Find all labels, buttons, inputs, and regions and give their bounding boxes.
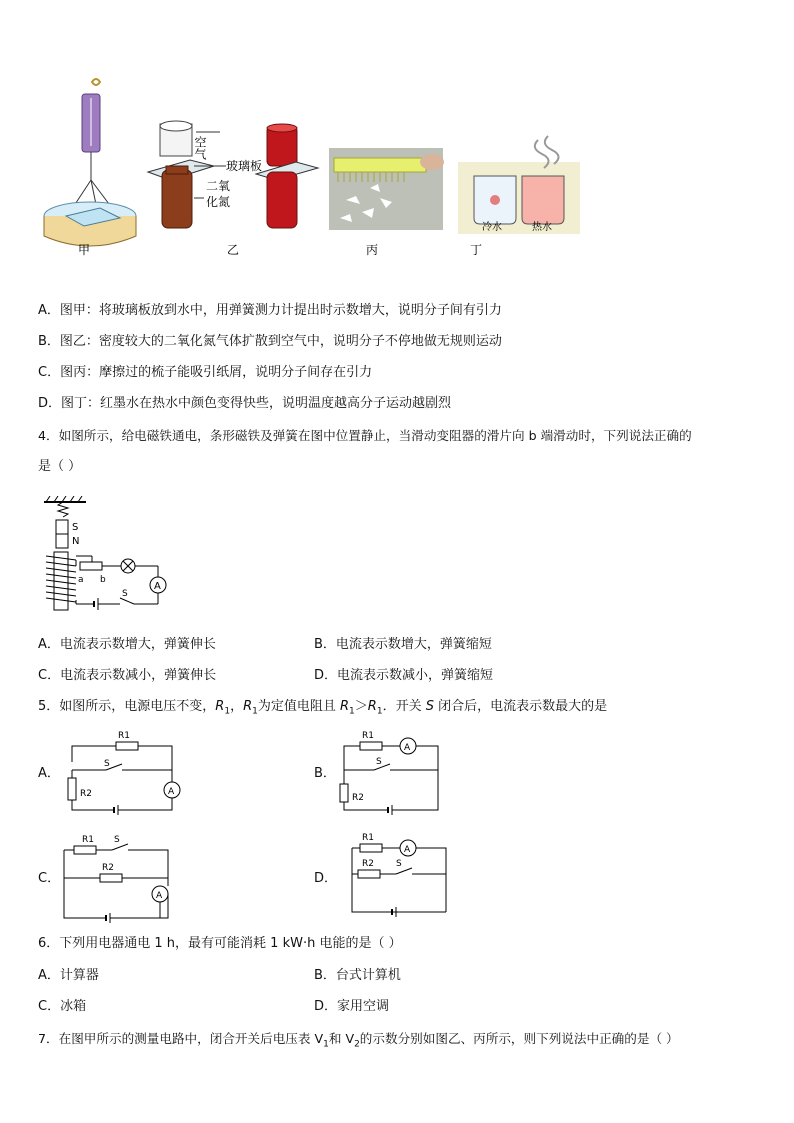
q7-stem-part: 7．在图甲所示的测量电路中，闭合开关后电压表 V: [38, 1031, 324, 1046]
q5-option-a-letter: A．: [38, 766, 60, 781]
r1-label: R1: [362, 833, 374, 843]
q4-circuit-figure: [36, 496, 186, 616]
svg-text:S: S: [72, 522, 79, 533]
q3-option-a: A．图甲：将玻璃板放到水中，用弹簧测力计提出时示数增大，说明分子间有引力: [38, 303, 502, 318]
r1-sub: 1: [349, 706, 355, 717]
svg-text:a: a: [78, 575, 84, 585]
label-no2: 二氧化氮: [206, 179, 231, 209]
label-hot-water: 热水: [532, 222, 552, 233]
r2-label: R2: [80, 789, 92, 799]
q5-option-b-letter: B．: [314, 766, 336, 781]
q3-option-c: C．图丙：摩擦过的梳子能吸引纸屑，说明分子间存在引力: [38, 365, 373, 380]
q5-option-c-letter: C．: [38, 871, 61, 886]
r2-label: R2: [362, 859, 374, 869]
r2-label: R2: [352, 793, 364, 803]
q4-option-a: A．电流表示数增大，弹簧伸长: [38, 637, 216, 652]
r1-sub: 1: [252, 706, 258, 717]
figure-bing-comb: [329, 148, 444, 230]
figure-label-ding: 丁: [470, 243, 483, 257]
label-glass: 玻璃板: [226, 159, 263, 173]
figure-label-bing: 丙: [366, 243, 379, 257]
q3-option-d: D．图丁：红墨水在热水中颜色变得快些，说明温度越高分子运动越剧烈: [38, 396, 452, 411]
switch-label: S: [376, 757, 382, 767]
figure-yi-red-jars: [256, 124, 318, 228]
ammeter-label: A: [404, 743, 411, 753]
figure-label-yi: 乙: [227, 243, 240, 257]
q5-stem: [38, 698, 607, 721]
figure-ding-beakers: [458, 136, 580, 234]
q4-stem-line2: 是（ ）: [38, 459, 82, 474]
r1-symbol: R: [340, 699, 350, 714]
r2-label: R2: [102, 863, 114, 873]
q5-stem-part: 5．如图所示，电源电压不变，: [38, 699, 216, 714]
q7-stem: [38, 1030, 679, 1054]
v1-sub: 1: [323, 1039, 329, 1050]
svg-text:A: A: [154, 581, 161, 592]
q4-option-d: D．电流表示数减小，弹簧缩短: [314, 668, 494, 683]
r1-symbol: R: [367, 699, 377, 714]
r1-label: R1: [118, 731, 130, 741]
figure-jia-spring-scale: [44, 79, 136, 246]
svg-text:b: b: [100, 575, 106, 585]
switch-label: S: [396, 859, 402, 869]
svg-text:N: N: [72, 536, 80, 547]
label-cold-water: 冷水: [482, 222, 502, 233]
r1-sub: 1: [224, 706, 231, 717]
v2-sub: 2: [354, 1039, 360, 1050]
q3-option-b: B．图乙：密度较大的二氧化氮气体扩散到空气中，说明分子不停地做无规则运动: [38, 334, 502, 349]
q4-option-c: C．电流表示数减小，弹簧伸长: [38, 668, 217, 683]
q5-sep: ，: [230, 699, 244, 714]
gt-symbol: ＞: [354, 699, 368, 714]
q5-stem-part: 闭合后，电流表示数最大的是: [433, 699, 608, 714]
q4-stem-line1: 4．如图所示，给电磁铁通电，条形磁铁及弹簧在图中位置静止，当滑动变阻器的滑片向 b 端滑动时，下列说法正确的: [38, 428, 692, 443]
r1-symbol: R: [243, 699, 253, 714]
q5-circuit-c: [56, 832, 186, 926]
q6-option-b: B．台式计算机: [314, 968, 401, 983]
q7-stem-part: 的示数分别如图乙、丙所示，则下列说法中正确的是（ ）: [359, 1031, 679, 1046]
q6-option-c: C．冰箱: [38, 999, 87, 1014]
q5-circuit-d: [344, 830, 474, 924]
svg-text:S: S: [122, 589, 128, 599]
q5-stem-part: 为定值电阻且: [257, 699, 340, 714]
ammeter-label: A: [168, 787, 175, 797]
label-air: 空气: [193, 136, 207, 160]
q4-option-b: B．电流表示数增大，弹簧缩短: [314, 637, 492, 652]
ammeter-label: A: [404, 845, 411, 855]
q5-stem-part: ．开关: [382, 699, 426, 714]
ammeter-label: A: [156, 891, 163, 901]
q7-stem-part: 和 V: [328, 1031, 355, 1046]
q6-option-d: D．家用空调: [314, 999, 390, 1014]
q6-stem: 6．下列用电器通电 1 h，最有可能消耗 1 kW·h 电能的是（ ）: [38, 936, 402, 951]
s-symbol: S: [425, 699, 434, 714]
figure-label-jia: 甲: [78, 243, 91, 257]
q5-option-d-letter: D．: [314, 871, 338, 886]
r1-label: R1: [362, 731, 374, 741]
switch-label: S: [114, 835, 120, 845]
q6-option-a: A．计算器: [38, 968, 99, 983]
q5-circuit-b: [336, 728, 466, 822]
r1-sub: 1: [376, 706, 383, 717]
switch-label: S: [104, 759, 110, 769]
figure-yi-jars: [148, 121, 226, 228]
q5-circuit-a: [60, 726, 190, 820]
r1-label: R1: [82, 835, 94, 845]
r1-symbol: R: [215, 699, 225, 714]
q3-figure-row: [0, 70, 794, 270]
